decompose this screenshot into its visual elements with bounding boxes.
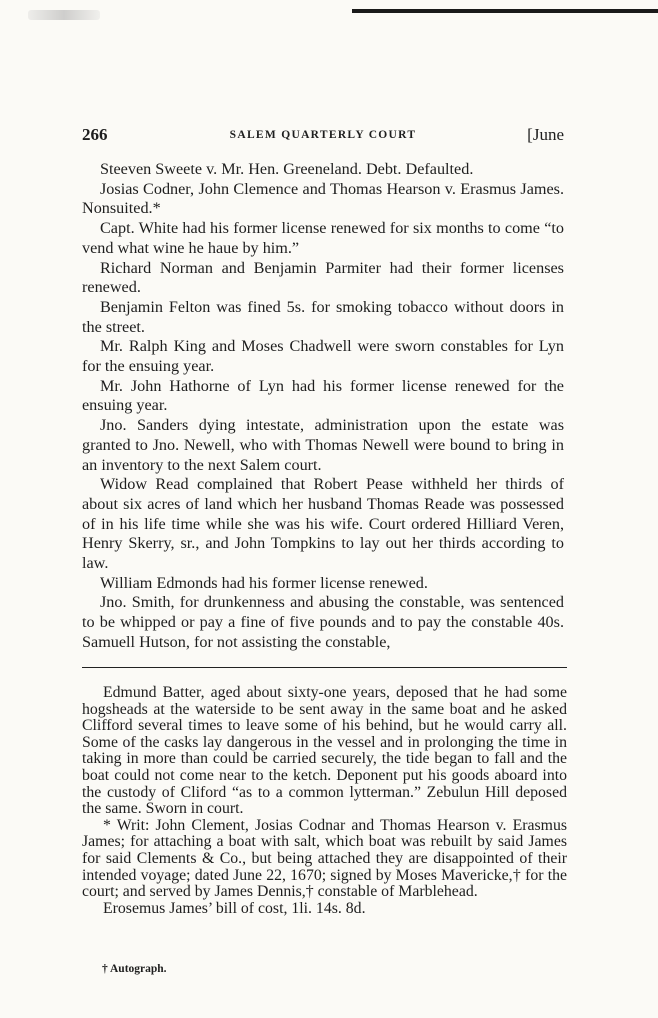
top-edge-rule	[352, 9, 658, 13]
section-tag: [June	[527, 125, 564, 144]
footnote-paragraph: Erosemus James’ bill of cost, 1li. 14s. 8d.	[103, 899, 366, 917]
paragraph: Jno. Smith, for drunkenness and abusing the constable, was sentenced to be whipped or pay a fine of five pounds and to pay the constable 40s. Samuell Hutson, for not assisting the constable,	[82, 593, 564, 651]
footnote-paragraph: Edmund Batter, aged about sixty-one years, deposed that he had some hogsheads at the waterside to be sent away in the same boat and he asked Clifford several times to leave some of his behind, but he would carry all. Some of the casks lay dangerous in the vessel and in prolonging the time in taking in more than could be carried securely, the tide began to fall and the boat could not come near to the ketch. Deponent put his goods aboard into the custody of Cliford “as to a common lytterman.” Zebulun Hill deposed the same. Sworn in court.	[82, 684, 567, 818]
paragraph: Widow Read complained that Robert Pease withheld her thirds of about six acres of land which her husband Thomas Reade was possessed of in his life time while she was his wife. Court ordered Hilliard Veren, Henry Skerry, sr., and John Tompkins to lay out her thirds according to law.	[82, 475, 564, 573]
paragraph: Mr. John Hathorne of Lyn had his former license renewed for the ensuing year.	[82, 376, 564, 415]
main-text	[82, 160, 564, 653]
footnotes	[82, 685, 567, 917]
page-number: 266	[82, 125, 108, 144]
paragraph: Mr. Ralph King and Moses Chadwell were sworn constables for Lyn for the ensuing year.	[82, 337, 564, 376]
scan-smudge	[28, 10, 100, 20]
footnote-paragraph: * Writ: John Clement, Josias Codnar and Thomas Hearson v. Erasmus James; for attaching a boat with salt, which boat was rebuilt by said James for said Clements & Co., but being attached they are disappointed of their intended voyage; dated June 22, 1670; signed by Moses Mavericke,† for the court; and served by James Dennis,† constable of Marblehead.	[82, 816, 567, 901]
autograph-note: † Autograph.	[102, 963, 167, 975]
paragraph: Steeven Sweete v. Mr. Hen. Greeneland. Debt. Defaulted.	[100, 160, 474, 178]
paragraph: Josias Codner, John Clemence and Thomas Hearson v. Erasmus James. Nonsuited.*	[82, 179, 564, 218]
paragraph: Benjamin Felton was fined 5s. for smoking tobacco without doors in the street.	[82, 297, 564, 336]
running-title: SALEM QUARTERLY COURT	[229, 129, 417, 141]
paragraph: William Edmonds had his former license renewed.	[100, 573, 428, 592]
page-header	[82, 125, 564, 147]
footnote-divider	[82, 667, 567, 668]
paragraph: Jno. Sanders dying intestate, administration upon the estate was granted to Jno. Newell, who with Thomas Newell were bound to bring in an inventory to the next Salem court.	[82, 416, 564, 474]
paragraph: Richard Norman and Benjamin Parmiter had their former licenses renewed.	[82, 258, 564, 297]
paragraph: Capt. White had his former license renewed for six months to come “to vend what wine he haue by him.”	[82, 219, 564, 257]
